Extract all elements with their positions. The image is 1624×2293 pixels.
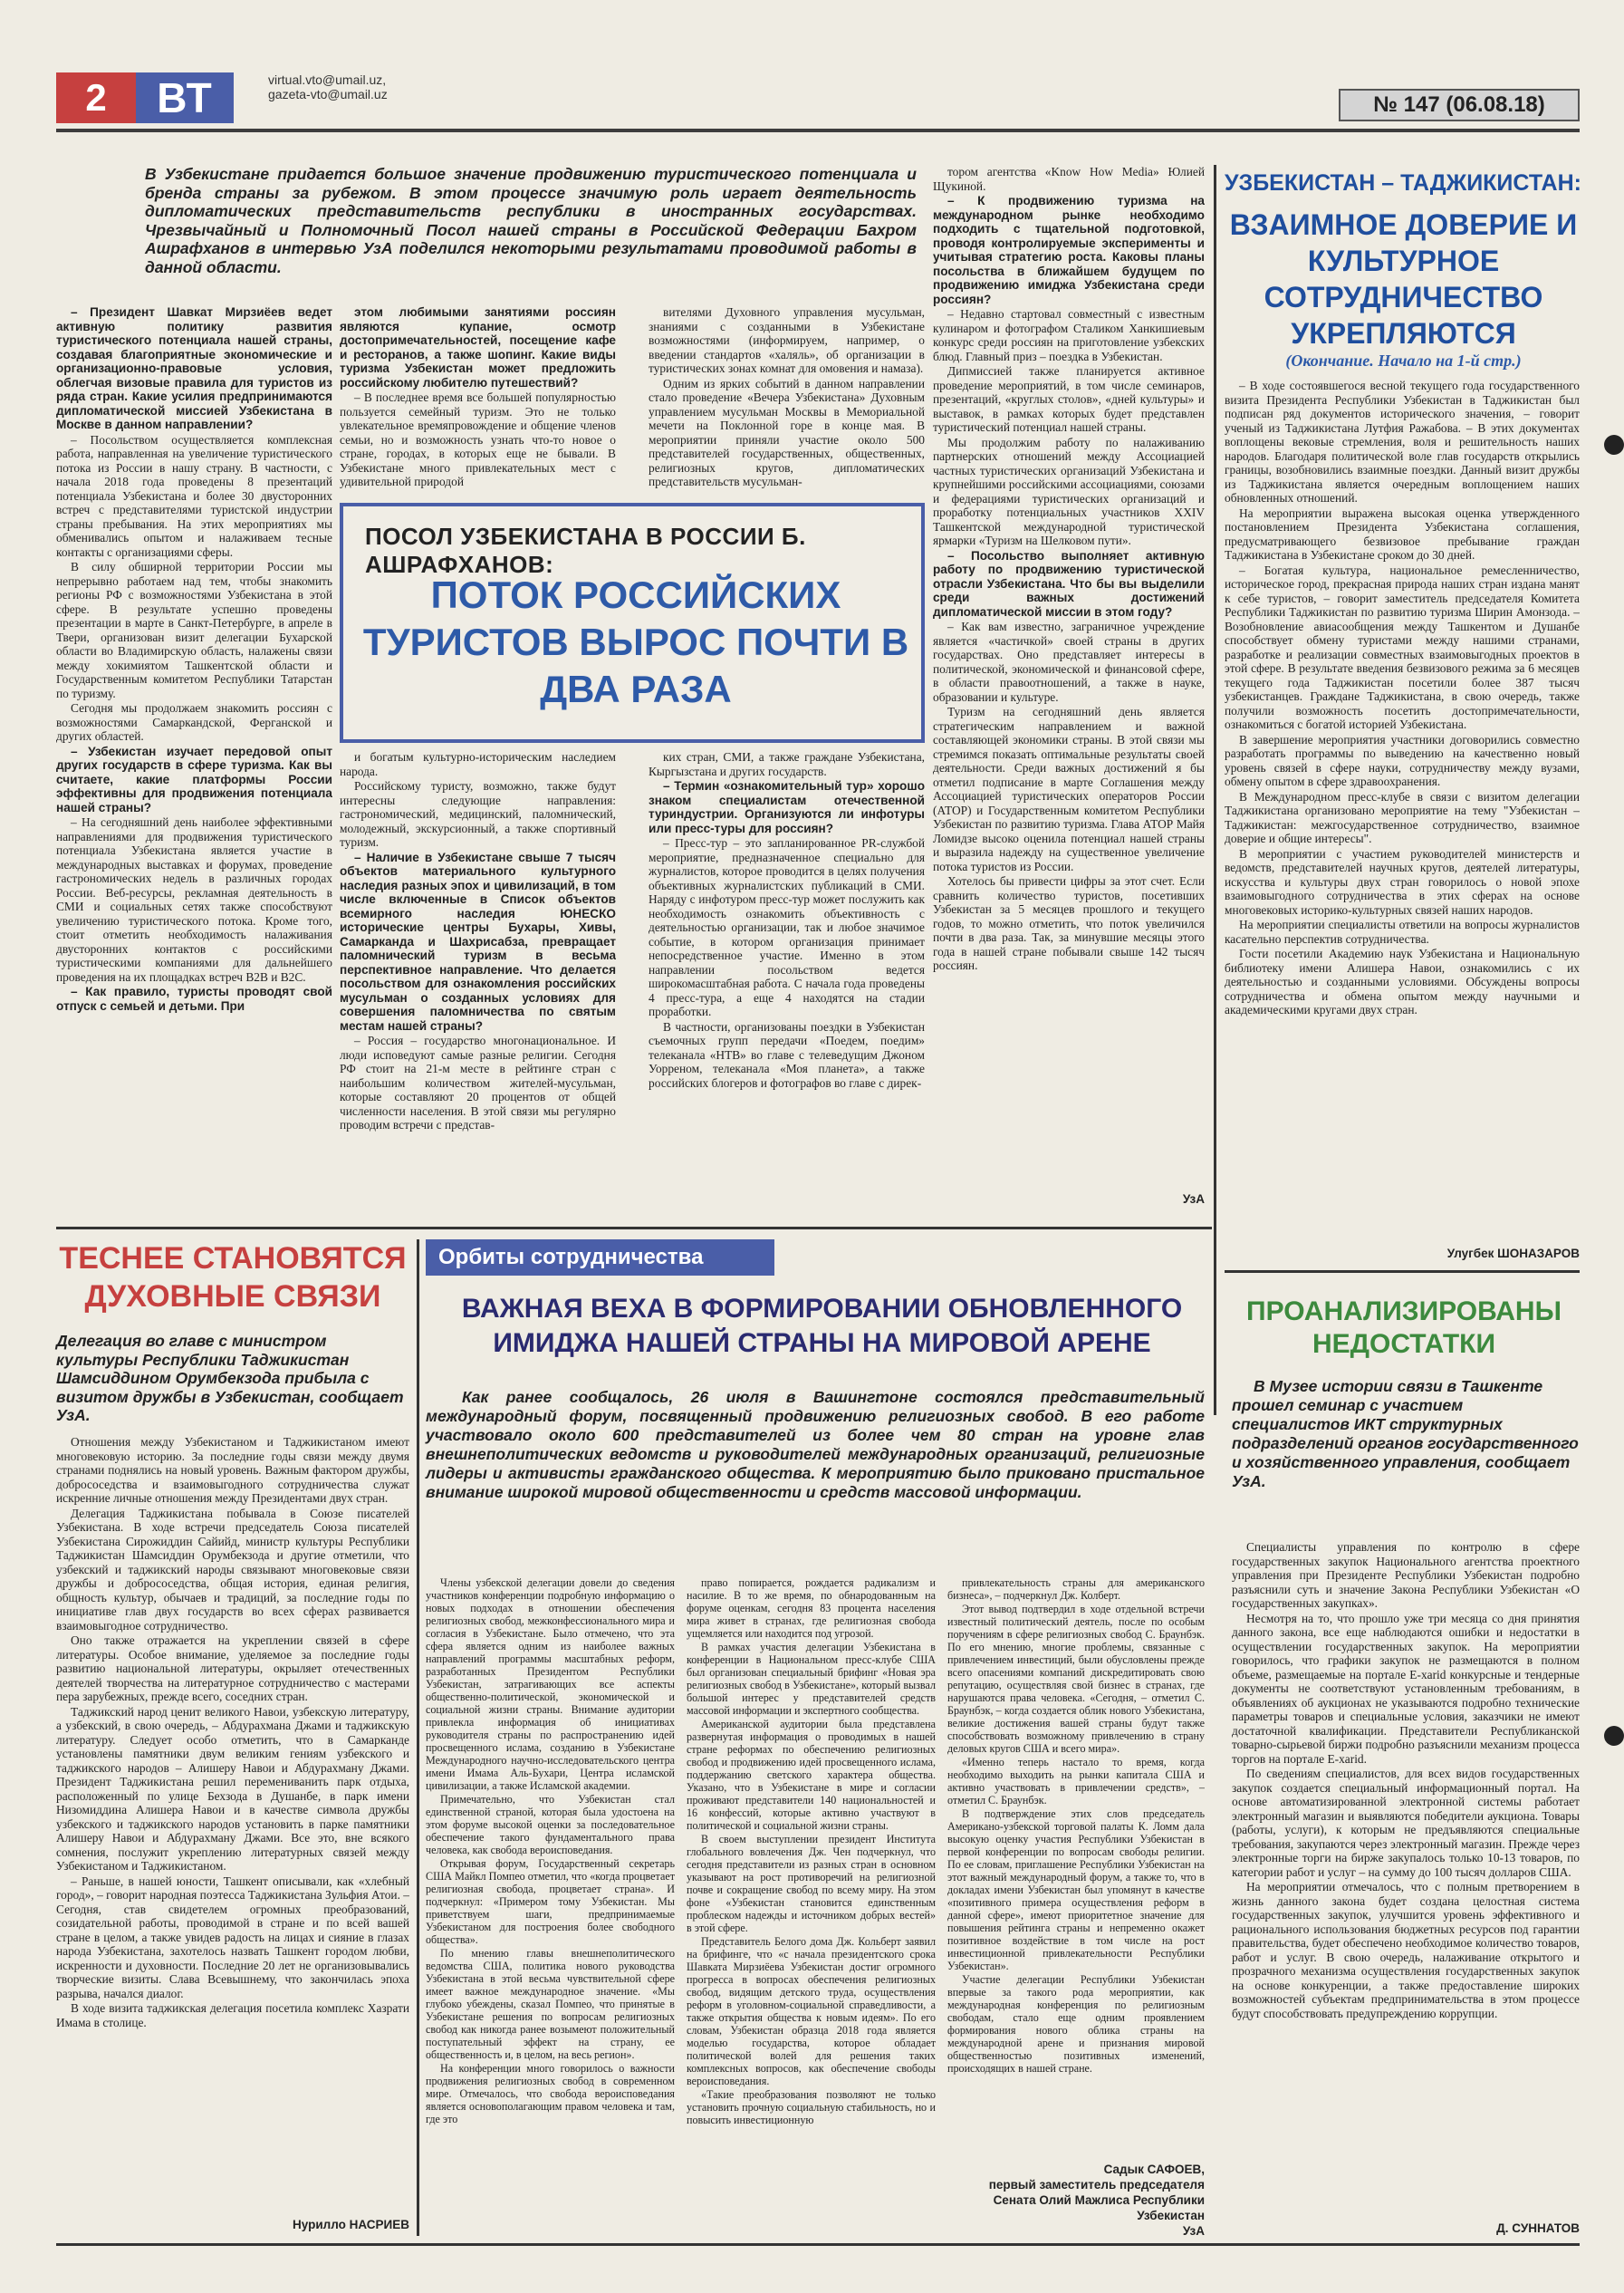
orbit-signature-role: первый заместитель председателя Сената Олий Мажлиса Республики Узбекистан — [988, 2178, 1205, 2222]
paragraph: Сегодня мы продолжаем знакомить россиян с возможностями Самаркандской, Ферганской и других областей. — [56, 701, 332, 743]
paragraph: – Наличие в Узбекистане свыше 7 тысяч объектов материального культурного наследия разных эпох и цивилизаций, в том числе включенные в Список объектов всемирного наследия ЮНЕСКО исторические центры Бухары, Хивы, Самарканда и Шахрисабза, превращает паломнический туризм в весьма перспективное направление. Что делается посольством для ознакомления российских мусульман о созданных условиях для совершения паломничества по святым местам нашей страны? — [340, 850, 616, 1033]
analyzed-signature: Д. СУННАТОВ — [1496, 2221, 1580, 2235]
tourism-column-4 — [933, 165, 1205, 1187]
paragraph: – Как вам известно, заграничное учреждение является «частичкой» своей страны в других государствах. Оно представляет интересы в политической, экономической и финансовой сфере, в области правоотношений, а также в науке, образовании и культуре. — [933, 620, 1205, 704]
milestone-title: ВАЖНАЯ ВЕХА В ФОРМИРОВАНИИ ОБНОВЛЕННОГО ИМИДЖА НАШЕЙ СТРАНЫ НА МИРОВОЙ АРЕНЕ — [461, 1294, 1183, 1358]
paragraph: Участие делегации Республики Узбекистан впервые за такого рода мероприятии, как международная конференция по религиозным свободам, стало еще одним проявлением формирования нового облика страны на международной арене и признания мировой общественностью позитивных изменений, происходящих в нашей стране. — [947, 1973, 1205, 2075]
orbit-signature-name: Садык САФОЕВ, — [1103, 2163, 1205, 2176]
paragraph: – Термин «ознакомительный тур» хорошо знаком специалистам отечественной туриндустрии. Организуются ли инфотуры или пресс-туры для россиян? — [649, 779, 925, 835]
page-number: 2 — [56, 72, 136, 123]
orbit-signature-source: УзА — [1182, 2224, 1205, 2238]
paragraph: На конференции много говорилось о важности продвижения религиозных свобод в современном мире. Отмечалось, что свобода вероисповедания является основополагающим правом человека и там, где это — [426, 2062, 675, 2125]
paragraph: Гости посетили Академию наук Узбекистана и Национальную библиотеку имени Алишера Навои, ознакомились с их деятельностью и созданными условиями. Обсуждены вопросы сотрудничества и обмена опытом между научными и академическими кругами двух стран. — [1225, 947, 1580, 1016]
spirit-signature: Нурилло НАСРИЕВ — [293, 2218, 409, 2231]
orbit-column-2 — [687, 1576, 936, 2242]
paragraph: – В ходе состоявшегося весной текущего года государственного визита Президента Республики Узбекистан в Таджикистан был подписан ряд документов исторического значения, – говорит ученый из Таджикистана Лутфия Ражабова. – В этих документах воплощены вековые стремления, воля и решительность наших народов. Благодаря политической воле глав государств открылись границы, возобновились взаимные поездки. Данный визит дружбы из Таджикистана является очередным воплощением наших обновленных отношений. — [1225, 379, 1580, 505]
binder-hole-top — [1604, 435, 1624, 455]
paragraph: На мероприятии отмечалось, что с полным претворением в жизнь данного закона будет создана целостная система государственных закупок, улучшится уровень эффективного и рационального использования бюджетных ресурсов под гарантии правительства, будет обеспечено необходимое количество товаров, работ и услуг. В свою очередь, налаживание открытого и прозрачного механизма осуществления государственных закупок на основе конкуренции, а также предоставление широких возможностей субъектам предпринимательства в этом процессе будут способствовать предупреждению коррупции. — [1232, 1880, 1580, 2020]
uz-tj-continuation: (Окончание. Начало на 1-й стр.) — [1285, 352, 1522, 370]
section-rule-middle — [56, 1227, 1212, 1229]
ambassador-title: ПОТОК РОССИЙСКИХ ТУРИСТОВ ВЫРОС ПОЧТИ В ДВА РАЗА — [362, 573, 909, 710]
paragraph: – Россия – государство многонациональное. И люди исповедуют самые разные религии. Сегодня РФ стоит на 21-м месте в рейтинге стран с наибольшим количеством жителей-мусульман, которые составляют 20 процентов от общей численности населения. В этой связи мы регулярно проводим встречи с представ- — [340, 1034, 616, 1132]
spirit-title: ТЕСНЕЕ СТАНОВЯТСЯ ДУХОВНЫЕ СВЯЗИ — [59, 1241, 407, 1314]
paragraph: – Пресс-тур – это запланированное PR-службой мероприятие, предназначенное специально для журналистов, которое проводится в целях получения объективных журналистских публикаций в СМИ. Наряду с инфотуром пресс-тур может послужить как необходимость ознакомить объективность с деятельностью организации, так и любое значимое событие, в котором организация принимает непосредственное участие. Именно в этом направлении посольством ведется широкомасштабная работа. С начала года проведены 4 пресс-тура, а еще 4 находятся на стадии проработки. — [649, 836, 925, 1018]
paragraph: Дипмиссией также планируется активное проведение мероприятий, в том числе семинаров, презентаций, «круглых столов», «дней культуры» и выставок, в рамках которых будет представлен туристический потенциал нашей страны. — [933, 364, 1205, 434]
paragraph: В подтверждение этих слов председатель Американо-узбекской торговой палаты К. Ломм дала высокую оценку участия Республики Узбекистан в первой конференции по вопросам свободы религии. По ее словам, приглашение Республики Узбекистан на этот важный международный форум, а также то, что в докладах имени Узбекистан был упомянут в качестве «позитивного примера осуществления реформ в данной сфере», имеют приоритетное значение для повышения рейтинга страны и непременно окажет позитивное воздействие в том числе на рост инвестиционной привлекательности Республики Узбекистан». — [947, 1807, 1205, 1972]
paragraph: право попирается, рождается радикализм и насилие. В то же время, по обнародованным на форуме оценкам, сегодня 83 процента населения мира живет в странах, где религиозная свобода ущемляется или находится под угрозой. — [687, 1576, 936, 1640]
orbit-lead: Как ранее сообщалось, 26 июля в Вашингтоне состоялся представительный международный форум, посвященный продвижению религиозных свобод. В его работе участвовало около 600 представителей из более чем 80 стран на уровне глав внешнеполитических ведомств и руководителей международных организаций, религиозные лидеры и активисты гражданского общества. К мероприятию было приковано пристальное внимание широкой мировой общественности и средств массовой информации. — [426, 1388, 1205, 1501]
paragraph: тором агентства «Know How Media» Юлией Щукиной. — [933, 165, 1205, 193]
paragraph: В ходе визита таджикская делегация посетила комплекс Хазрати Имама в столице. — [56, 2001, 409, 2029]
uz-tj-signature: Улугбек ШОНАЗАРОВ — [1446, 1247, 1580, 1260]
tourism-lead: В Узбекистане придается большое значение продвижению туристического потенциала и бренда страны за рубежом. В этом процессе значимую роль играет деятельность дипломатических представительств республики в иностранных государствах. Чрезвычайный и Полномочный Посол нашей страны в Российской Федерации Бахром Ашрафханов в интервью УзА поделился некоторыми результатами проводимой работы в данной области. — [145, 165, 917, 276]
paragraph: Туризм на сегодняшний день является стратегическим направлением и важной составляющей экономики страны. В этой связи мы стремимся показать оптимальные результаты своей деятельности. Среди важных достижений я бы отметил подписание в марте Соглашения между Ассоциацией туристических операторов России (АТОР) и Государственным комитетом Республики Узбекистан по развитию туризма. Глава АТОР Майя Ломидзе высоко оценила потенциал нашей страны и выразила надежду на существенное увеличение потока туристов из России. — [933, 705, 1205, 873]
newspaper-logo: ВТ — [136, 72, 234, 123]
uz-tj-kicker: УЗБЕКИСТАН – ТАДЖИКИСТАН: — [1225, 170, 1581, 196]
tourism-column-1 — [56, 305, 332, 1216]
issue-number: № 147 (06.08.18) — [1339, 89, 1580, 121]
orbit-column-3 — [947, 1576, 1205, 2143]
paragraph: «Такие преобразования позволяют не только установить прочную социальную стабильность, но и повысить инвестиционную — [687, 2088, 936, 2126]
paragraph: – На сегодняшний день наиболее эффективными направлениями для продвижения туристического потенциала Узбекистана является участие в международных выставках и форумах, проведение гастрономических недель в различных городах России. Веб-ресурсы, рекламная деятельность в СМИ и социальных сетях также способствуют увеличению туристического потока. Кроме того, стоит отметить необходимость налаживания двусторонних контактов с российскими туристическими компаниями для дальнейшего проведения на их площадках встреч В2В и В2С. — [56, 815, 332, 984]
paragraph: – Недавно стартовал совместный с известным кулинаром и фотографом Сталиком Ханкишиевым конкурс среди россиян на приготовление узбекских блюд. Главный приз – поездка в Узбекистан. — [933, 307, 1205, 363]
analyzed-body — [1232, 1540, 1580, 2211]
paragraph: На мероприятии специалисты ответили на вопросы журналистов касательно перспектив сотрудничества. — [1225, 918, 1580, 946]
tourism-signature: УзА — [1182, 1192, 1205, 1206]
paragraph: – Богатая культура, национальное ремесленничество, историческое город, прекрасная природа наших стран издана манят к себе туристов, – говорит заместитель председателя Комитета Республики Таджикистан по развитию туризма Ширин Амонзода. – Возобновление авиасообщения между Ташкентом и Душанбе способствует обмену туристами между нашими странами, разработке и реализации совместных взаимовыгодных проектов в этой сфере. В результате введения безвизового режима за 6 месяцев текущего года Таджикистан посетили более 387 тысяч узбекистанцев. Граждане Таджикистана, в свою очередь, также получили возможность посетить достопримечательности, ознакомиться с богатой историей Узбекистана. — [1225, 563, 1580, 731]
column-rule-left — [417, 1239, 419, 2236]
paragraph: В мероприятии с участием руководителей министерств и ведомств, представителей научных кругов, деятелей литературы, искусства и культуры двух стран говорилось о новой эпохе взаимовыгодного сотрудничества в этих сферах на основе многовековых историко-культурных связей наших народов. — [1225, 846, 1580, 917]
paragraph: этом любимыми занятиями россиян являются купание, осмотр достопримечательностей, посещение кафе и ресторанов, а также шопинг. Какие виды туризма Узбекистан может предложить российскому любителю путешествий? — [340, 305, 616, 390]
bottom-rule — [56, 2243, 1580, 2246]
paragraph: Таджикский народ ценит великого Навои, узбекскую литературу, а узбекский, в свою очередь, – Абдурахмана Джами и таджикскую литературу. Следует особо отметить, что в Самарканде установлены памятники двум великим гениям узбекского и таджикского народов – Алишеру Навои и Абдурахману Джами. Президент Таджикистана решил перемениванить парк отдыха, расположенный по улице Бехзода в Душанбе, в парк имени Низомиддина Алишера Навои и в качестве символа дружбы узбекского и таджикского народов установить в парке памятники Алишеру Навои и Абдурахману Джами. Все это, вне всякого сомнения, послужит укреплению литературных связей между Узбекистаном и Таджикистаном. — [56, 1704, 409, 1873]
paragraph: В Международном пресс-клубе в связи с визитом делегации Таджикистана организовано мероприятие на тему "Узбекистан – Таджикистан: межгосударственное сотрудничество, взаимное доверие и общие интересы". — [1225, 789, 1580, 845]
spirit-body — [56, 1435, 409, 2201]
paragraph: – К продвижению туризма на международном рынке необходимо подходить с тщательной подготовкой, проводя контролируемые эксперименты и учитывая стратегию роста. Каковы планы посольства в ближайшем будущем по продвижению имиджа Узбекистана среди россиян? — [933, 194, 1205, 306]
column-rule-right — [1214, 165, 1216, 1415]
binder-hole-bottom — [1604, 1726, 1624, 1746]
analyzed-title: ПРОАНАЛИЗИРОВАНЫ НЕДОСТАТКИ — [1246, 1296, 1562, 1359]
paragraph: Отношения между Узбекистаном и Таджикистаном имеют многовековую историю. За последние годы связи между двумя странами поднялись на новый уровень. Важным фактором дружбы, добрососедства и взаимовыгодного сотрудничества служат искренние личные отношения между Президентами двух стран. — [56, 1435, 409, 1505]
ambassador-kicker: ПОСОЛ УЗБЕКИСТАНА В РОССИИ Б. АШРАФХАНОВ: — [365, 523, 806, 578]
tourism-column-3-bottom — [649, 750, 925, 1216]
uz-tj-body — [1225, 379, 1580, 1241]
paragraph: – Посольством осуществляется комплексная работа, направленная на увеличение туристического потока из России в нашу страну. В частности, с начала 2018 года проведены 8 презентаций потенциала Узбекистана и более 30 двусторонних встреч с представителями туристской индустрии страны пребывания. На этих мероприятиях мы обменивались опытом и налаживаем тесные контакты с организациями сферы. — [56, 432, 332, 559]
paragraph: Делегация Таджикистана побывала в Союзе писателей Узбекистана. В ходе встречи председатель Союза писателей Узбекистана Сирожиддин Сайийд, министр культуры Республики Таджикистан Шамсиддин Орумбекзода и другие отметили, что узбекский и таджикский народы связывают многовековые связи дружбы и добрососедства, общая история, единая религия, общность культур, обычаев и традиций, за последние годы по инициативе глав двух государств во всех сферах развивается взаимовыгодное сотрудничество. — [56, 1506, 409, 1633]
paragraph: Несмотря на то, что прошло уже три месяца со дня принятия данного закона, все еще наблюдаются ошибки и недостатки в осуществлении государственных закупок. На мероприятии говорилось, что графики закупок не размещаются в полном объеме, размещаемые на портале E-xarid конкурсные и тендерные документы не соответствуют установленным требованиям, в объявлениях об аукционах не указываются подробно технические параметры товаров и специальные условия, заказчики не имеют достаточной квалификации. Представители Республиканской товарно-сырьевой биржи подробно разъяснили механизм процесса торгов на портале E-xarid. — [1232, 1611, 1580, 1766]
spirit-lead: Делегация во главе с министром культуры Республики Таджикистан Шамсиддином Орумбекзода прибыла с визитом дружбы в Узбекистан, сообщает УзА. — [56, 1332, 404, 1424]
paragraph: – Как правило, туристы проводят свой отпуск с семьей и детьми. При — [56, 985, 332, 1013]
paragraph: и богатым культурно-историческим наследием народа. — [340, 750, 616, 778]
paragraph: Примечательно, что Узбекистан стал единственной страной, которая была удостоена на этом форуме высокой оценки за последовательное обеспечение такого фундаментального права человека, как свобода вероисповедания. — [426, 1793, 675, 1856]
paragraph: ких стран, СМИ, а также граждане Узбекистана, Кыргызстана и других государств. — [649, 750, 925, 778]
orbit-signature — [947, 2162, 1205, 2239]
paragraph: По сведениям специалистов, для всех видов государственных закупок создается специальный информационный портал. На основе автоматизированной электронной системы работает электронный магазин и выявляются победители аукциона. Товары (работы, услуги), к которым не предъявляются специальные требования, закупаются через электронный магазин. Прежде через электронные торги на бирже закупалось только 10-13 товаров, по категории работ и услуг – на сумму до 100 тысяч долларов США. — [1232, 1767, 1580, 1879]
email-2[interactable]: gazeta-vto@umail.uz — [268, 87, 388, 101]
paragraph: Оно также отражается на укреплении связей в сфере литературы. Особое внимание, уделяемое за последние годы развитию национальной литературы, окрыляет отечественных деятелей творчества на литературное сотрудничество с мастерами пера зарубежных, прежде всего, соседних стран. — [56, 1633, 409, 1703]
tourism-column-2-bottom — [340, 750, 616, 1216]
paragraph: привлекательность страны для американского бизнеса», – подчеркнул Дж. Колберт. — [947, 1576, 1205, 1602]
email-1[interactable]: virtual.vto@umail.uz, — [268, 72, 387, 87]
paragraph: В завершение мероприятия участники договорились совместно разработать программы по выведению на качественно новый уровень связей в сфере науки, сотрудничеству между вузами, обмену опытом в сфере здравоохранения. — [1225, 732, 1580, 788]
paragraph: По мнению главы внешнеполитического ведомства США, политика нового руководства Узбекистана в этой весьма чувствительной сфере имеет важное международное значение. «Мы глубоко убеждены, сказал Помпео, что принятые в Узбекистане решения по вопросам религиозных свобод как никогда ранее возымеют положительный поступательный эффект на страну, ее общественность и, в целом, на весь регион». — [426, 1947, 675, 2061]
paragraph: Американской аудитории была представлена развернутая информация о проводимых в нашей стране реформах по обеспечению религиозных свобод и продвижению идей просвещенного ислама, поддержанию светского характера общества. Указано, что в Узбекистане в мире и согласии проживают представители 140 национальностей и 16 конфессий, которые активно участвуют в политической и социальной жизни страны. — [687, 1718, 936, 1832]
paragraph: Одним из ярких событий в данном направлении стало проведение «Вечера Узбекистана» Духовным управлением мусульман Москвы в Мемориальной мечети на Поклонной горе в конце мая. В мероприятии приняли участие около 500 представителей государственных, общественных, религиозных кругов, дипломатических представительств мусульман- — [649, 376, 925, 488]
paragraph: – Посольство выполняет активную работу по продвижению туристической отрасли Узбекистана. Что бы вы выделили среди важных достижений дипломатической миссии в этом году? — [933, 548, 1205, 619]
ambassador-headline-box — [340, 503, 925, 743]
paragraph: – Узбекистан изучает передовой опыт других государств в сфере туризма. Как вы считаете, какие платформы России эффективны для продвижения потенциала нашей страны? — [56, 744, 332, 814]
tourism-column-3-top — [649, 305, 925, 500]
masthead-rule — [56, 129, 1580, 132]
orbit-rubric: Орбиты сотрудничества — [426, 1239, 774, 1276]
orbit-column-1 — [426, 1576, 675, 2242]
paragraph: вителями Духовного управления мусульман, знаниями с созданными в Узбекистане возможностями (информируем, например, о введении стандартов «халяль», об организации в туристических зонах комнат для омовения и намаза). — [649, 305, 925, 375]
paragraph: Мы продолжим работу по налаживанию партнерских отношений между Ассоциацией частных туристических организаций Узбекистана и крупнейшими российскими ассоциациями, союзами и федерациями туристических организаций и проработку потенциальных участников XXIV Ташкентской международной туристической ярмарки «Туризм на Шелковом пути». — [933, 435, 1205, 547]
paragraph: Специалисты управления по контролю в сфере государственных закупок Национального агентства проектного управления при Президенте Республики Узбекистан подробно разъяснили суть и значение Закона Республики Узбекистан «О государственных закупках». — [1232, 1540, 1580, 1610]
tourism-column-2-top — [340, 305, 616, 500]
paragraph: В рамках участия делегации Узбекистана в конференции в Национальном пресс-клубе США был организован специальный брифинг «Новая эра религиозных свобод в Узбекистане», который вызвал большой интерес у представителей средств массовой информации и экспертного сообщества. — [687, 1641, 936, 1717]
paragraph: В частности, организованы поездки в Узбекистан съемочных групп передачи «Поедем, поедим» телеканала «НТВ» во главе с телеведущим Джоном Уорреном, телеканала «Моя планета», а также российских блогеров и фотографов во главе с дирек- — [649, 1019, 925, 1090]
paragraph: Хотелось бы привести цифры за этот счет. Если сравнить количество туристов, посетивших Узбекистан за 5 месяцев прошлого и текущего годов, то можно отметить, что поток увеличился почти в два раза. Так, за минувшие месяцы этого года в нашей стране побывали свыше 142 тысяч россиян. — [933, 874, 1205, 972]
paragraph: Члены узбекской делегации довели до сведения участников конференции подробную информацию о новых подходах в отношении обеспечения религиозных свобод, межконфессионального мира и согласия в Узбекистане. Было отмечено, что эта сфера является одним из наиболее важных направлений программы масштабных реформ, разработанных Президентом Республики Узбекистан, затрагивающих все аспекты общественно-политической, экономической и социальной жизни страны. Внимание аудитории привлекла информация об инициативах руководителя страны по распространению идей просвещенного ислама, созданию в Узбекистане Международного научно-исследовательского центра имени Имама Аль-Бухари, Центра исламской цивилизации, а также Исламской академии. — [426, 1576, 675, 1792]
uz-tj-title: ВЗАИМНОЕ ДОВЕРИЕ И КУЛЬТУРНОЕ СОТРУДНИЧЕСТВО УКРЕПЛЯЮТСЯ — [1229, 208, 1578, 350]
paragraph: На мероприятии выражена высокая оценка утвержденного постановлением Президента Узбекистана соглашения, предусматривающего безвизовое пребывание граждан Таджикистана в Узбекистане сроком до 30 дней. — [1225, 506, 1580, 562]
paragraph: «Именно теперь настало то время, когда необходимо выходить на рынки капитала США и активно участвовать в привлечении средств», – отметил С. Браунбэк. — [947, 1756, 1205, 1806]
contact-emails — [268, 72, 388, 101]
paragraph: Открывая форум, Государственный секретарь США Майкл Помпео отметил, что «когда процветает религиозная свобода, процветает страна». И подчеркнул: «Примером тому Узбекистан. Мы приветствуем шаги, предпринимаемые Узбекистаном для построения более свободного общества». — [426, 1857, 675, 1946]
paragraph: Этот вывод подтвердил в ходе отдельной встречи известный политический деятель, после по особым поручениям в сфере религиозных свобод С. Браунбэк. По его мнению, многие проблемы, связанные с привлечением инвестиций, были обусловлены прежде всего опасениями компаний дискредитировать свою репутацию, осуществляя свой бизнес в странах, где нарушаются права человека. «Сегодня, – отметил С. Браунбэк, – когда создается облик нового Узбекистана, великие достижения вашей страны будут также способствовать возможному привлечению в страну деловых кругов США и всего мира». — [947, 1603, 1205, 1755]
paragraph: Российскому туристу, возможно, также будут интересны следующие направления: гастрономический, медицинский, паломнический, молодежный, экскурсионный, а также спортивный туризм. — [340, 779, 616, 849]
paragraph: – Президент Шавкат Мирзиёев ведет активную политику развития туристического потенциала нашей страны, создавая благоприятные экономические и организационно-правовые условия, облегчая визовые правила для туристов из ряда стран. Какие усилия предпринимаются дипломатической миссией Узбекистана в Москве в данном направлении? — [56, 305, 332, 431]
paragraph: В своем выступлении президент Института глобального вовлечения Дж. Чен подчеркнул, что сегодня представители из разных стран в основном указывают на рост противоречий на религиозной почве и сокращение свобод по всему миру. На этом фоне «Узбекистан становится единственным проблеском надежды и источником добрых вестей» в этой сфере. — [687, 1833, 936, 1934]
paragraph: – Раньше, в нашей юности, Ташкент описывали, как «хлебный город», – говорит народная поэтесса Таджикистана Зульфия Атои. – Сегодня, став свидетелем огромных преобразований, созидательной работы, проводимой в стране и по всей вашей стране в целом, а также увидев радость на лицах и сияние в глазах народа Узбекистана, захотелось назвать Ташкент городом любви, искренности и духовности. Последние 20 лет не организовывались творческие визиты. Слава Всевышнему, что закончилась эпоха разрыва, начался диалог. — [56, 1874, 409, 2000]
paragraph: В силу обширной территории России мы непрерывно работаем над тем, чтобы знакомить регионы РФ с возможностями Узбекистана в этой сфере. В результате успешно проведены презентации в марте в Санкт-Петербурге, в апреле в Твери, организован визит делегации Бухарской области во Владимирскую область, налажены связи между хокимиятом Ташкентской области и Государственным комитетом Республики Татарстан по туризму. — [56, 560, 332, 700]
paragraph: Представитель Белого дома Дж. Кольберт заявил на брифинге, что «с начала президентского срока Шавката Мирзиёева Узбекистан достиг огромного прогресса в вопросах обеспечения религиозных свобод, видящим детского труда, осуществления реформ в уголовном-социальной справедливости, а также открытия общества к новым идеям». По его словам, Узбекистан образца 2018 года является моделью государства, которое обладает политической волей для решения таких комплексных вопросов, как обеспечение свободы вероисповедания. — [687, 1935, 936, 2087]
analyzed-lead: В Музее истории связи в Ташкенте прошел семинар с участием специалистов ИКТ структурных подразделений органов государственного и хозяйственного управления, сообщает УзА. — [1232, 1377, 1579, 1490]
section-rule-right — [1225, 1270, 1580, 1273]
paragraph: – В последнее время все большей популярностью пользуется семейный туризм. Это не только увлекательное времяпровождение и общение членов семьи, но и возможность узнать что-то новое о стране, городах, в которых еще не бывали. В Узбекистане много привлекательных мест с удивительной природой — [340, 390, 616, 488]
